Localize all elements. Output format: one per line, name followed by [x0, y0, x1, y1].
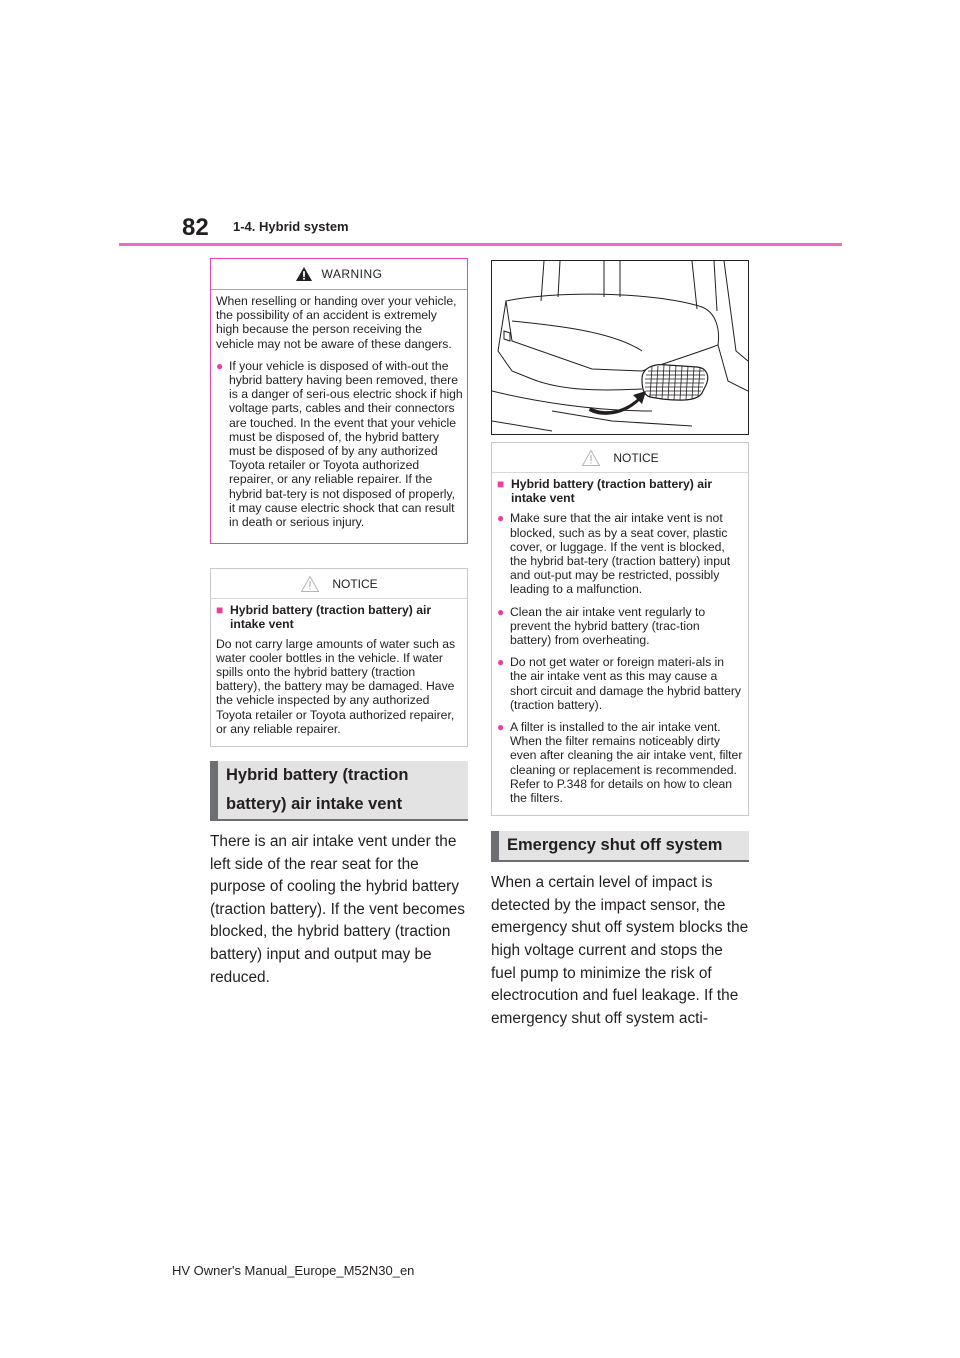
notice-bullet-text: Do not get water or foreign materi-als in the air intake vent as this may cause a short circuit and damage the hybrid battery (traction battery). [510, 655, 742, 712]
warning-bullet-text: If your vehicle is disposed of with-out the hybrid battery having been removed, there is a danger of seri-ous electric shock if high voltage parts, cables and their connectors are touched. In the event that your vehicle must be disposed of, the hybrid battery must be disposed of by any authorized Toyota retailer or Toyota authorized repairer, or any reliable repairer. If the hybrid bat-tery is not disposed of properly, it may cause electric shock that can result in death or serious injury. [229, 358, 463, 530]
heading-text: Hybrid battery (traction battery) air intake vent [226, 766, 409, 814]
square-bullet-icon: ■ [216, 603, 224, 618]
warning-bullet [216, 359, 463, 529]
warning-triangle-icon [295, 266, 313, 282]
notice-title: NOTICE [613, 450, 659, 465]
notice-header [211, 569, 467, 599]
page-number: 82 [182, 214, 209, 241]
notice-subhead-text: Hybrid battery (traction battery) air intake vent [230, 603, 432, 632]
notice-bullet [497, 511, 744, 596]
notice-box-right [491, 442, 749, 816]
right-column [491, 260, 749, 1030]
body-paragraph: There is an air intake vent under the left side of the rear seat for the purpose of cooling the hybrid battery (traction battery). If the vent becomes blocked, the hybrid battery (traction battery) input and output may be reduced. [210, 833, 465, 986]
body-paragraph: When a certain level of impact is detected by the impact sensor, the emergency shut off system blocks the high voltage current and stops the fuel pump to minimize the risk of electrocution and fuel leakage. If the emergency shut off system acti- [491, 874, 749, 1027]
caution-triangle-icon [581, 449, 601, 467]
bullet-dot-icon: ● [497, 720, 505, 735]
notice-text: Do not carry large amounts of water such as water cooler bottles in the vehicle. If water spills onto the hybrid battery (traction battery), the battery may be damaged. Have the vehicle inspected by any authorized Toyota retailer or Toyota authorized repairer, or any reliable repairer. [216, 636, 456, 736]
section-heading [210, 761, 468, 821]
warning-intro: When reselling or handing over your vehicle, the possibility of an accident is extremely high because the person receiving the vehicle may not be aware of these dangers. [216, 294, 457, 351]
bullet-dot-icon: ● [497, 604, 505, 619]
heading-bar [210, 761, 218, 819]
notice-subhead-text: Hybrid battery (traction battery) air intake vent [511, 477, 713, 506]
notice-bullet [497, 720, 744, 805]
notice-body [211, 599, 467, 746]
notice-header [492, 443, 748, 473]
section-heading [491, 831, 749, 862]
notice-subhead [216, 603, 463, 631]
rear-seat-figure [491, 260, 749, 435]
rear-seat-illustration [492, 261, 748, 434]
heading-bar [491, 831, 499, 860]
warning-box [210, 258, 468, 544]
bullet-dot-icon: ● [216, 358, 224, 373]
warning-body [211, 290, 467, 543]
heading-text: Emergency shut off system [507, 836, 723, 855]
notice-subhead [497, 477, 744, 505]
caution-triangle-icon [300, 575, 320, 593]
notice-bullet-text: Clean the air intake vent regularly to prevent the hybrid battery (trac-tion battery) from overheating. [510, 604, 706, 648]
notice-bullet-text: Make sure that the air intake vent is not blocked, such as by a seat cover, plastic cover, or luggage. If the vent is blocked, the hybrid bat-tery (traction battery) input and out-put may be restricted, possibly leading to a malfunction. [510, 511, 731, 597]
header-rule [119, 243, 842, 246]
bullet-dot-icon: ● [497, 511, 505, 526]
notice-box [210, 568, 468, 747]
warning-header [211, 259, 467, 290]
notice-body [492, 473, 748, 815]
notice-title: NOTICE [332, 576, 378, 591]
section-title: 1-4. Hybrid system [233, 219, 349, 234]
page-footer: HV Owner's Manual_Europe_M52N30_en [172, 1263, 415, 1278]
left-column [210, 258, 468, 989]
square-bullet-icon: ■ [497, 477, 505, 491]
notice-bullet [497, 605, 744, 648]
notice-bullet-text: A filter is installed to the air intake vent. When the filter remains noticeably dirty even after cleaning the air intake vent, filter cleaning or replacement is recommended. Refer to P.348 for details on how to clean the filters. [510, 720, 743, 806]
notice-bullet [497, 655, 744, 712]
air-intake-vent-icon [642, 365, 708, 400]
warning-title: WARNING [321, 267, 383, 281]
bullet-dot-icon: ● [497, 655, 505, 670]
